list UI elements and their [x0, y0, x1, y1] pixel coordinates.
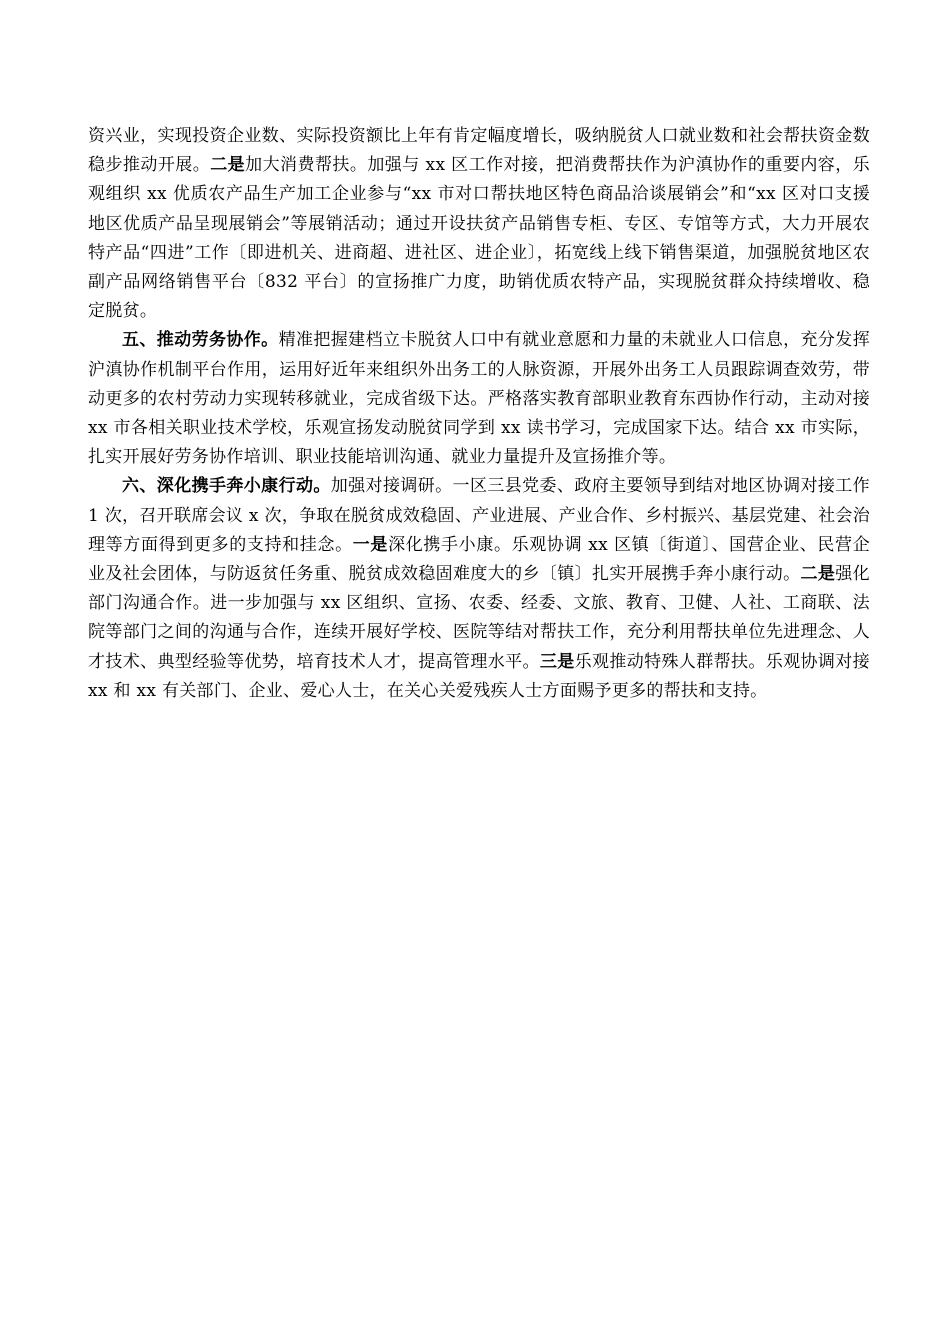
paragraph-text: 精准把握建档立卡脱贫人口中有就业意愿和力量的未就业人口信息，充分发挥沪滇协作机制平台作用，运用好近年来组织外出务工的人脉资源，开展外出务工人员跟踪调查效劳，带动更多的农村劳动力实现转移就业，完成省级下达。严格落实教育部职业教育东西协作行动，主动对接 xx 市各相关职业技术学校，乐观宣扬发动脱贫同学到 xx 读书学习，完成国家下达。结合 xx 市实际，扎实开展好劳务协作培训、职业技能培训沟通、就业力量提升及宣扬推介等。 [88, 330, 870, 468]
document-body [88, 122, 870, 706]
paragraph-text: 强化部门沟通合作。进一步加强与 xx 区组织、宣扬、农委、经委、文旅、教育、卫健、人社、工商联、法院等部门之间的沟通与合作，连续开展好学校、医院等结对帮扶工作，充分利用帮扶单位先进理念、人才技术、典型经验等优势，培育技术人才，提高管理水平。 [88, 564, 870, 672]
bold-lead: 一是 [352, 534, 389, 555]
bold-lead: 二是 [210, 155, 246, 176]
paragraph-labor-cooperation [88, 326, 870, 472]
paragraph-text: 加强对接调研。一区三县党委、政府主要领导到结对地区协调对接工作 1 次，召开联席会议 x 次，争取在脱贫成效稳固、产业进展、产业合作、乡村振兴、基层党建、社会治理等方面得到更多的支持和挂念。 [88, 476, 871, 555]
paragraph-text: 资兴业，实现投资企业数、实际投资额比上年有肯定幅度增长，吸纳脱贫人口就业数和社会帮扶资金数稳步推动开展。 [88, 126, 870, 176]
section-heading: 五、推动劳务协作。 [122, 330, 279, 351]
paragraph-consumption-support [88, 122, 870, 326]
paragraph-text: 加大消费帮扶。加强与 xx 区工作对接，把消费帮扶作为沪滇协作的重要内容，乐观组织 xx 优质农产品生产加工企业参与“xx 市对口帮扶地区特色商品洽谈展销会”和“xx 区对口支援地区优质产品呈现展销会”等展销活动；通过开设扶贫产品销售专柜、专区、专馆等方式，大力开展农特产品“四进”工作〔即进机关、进商超、进社区、进企业〕，拓宽线上线下销售渠道，加强脱贫地区农副产品网络销售平台〔832 平台〕的宣扬推广力度，助销优质农特产品，实现脱贫群众持续增收、稳定脱贫。 [88, 155, 870, 322]
bold-lead: 二是 [800, 564, 836, 585]
paragraph-text: 乐观推动特殊人群帮扶。乐观协调对接 xx 和 xx 有关部门、企业、爱心人士，在关心关爱残疾人士方面赐予更多的帮扶和支持。 [88, 651, 870, 701]
bold-lead: 三是 [539, 651, 575, 672]
paragraph-text: 深化携手小康。乐观协调 xx 区镇〔街道〕、国营企业、民营企业及社会团体，与防返贫任务重、脱贫成效稳固难度大的乡〔镇〕扎实开展携手奔小康行动。 [88, 534, 871, 585]
section-heading: 六、深化携手奔小康行动。 [122, 476, 331, 497]
paragraph-xiaokang-action [88, 472, 870, 706]
